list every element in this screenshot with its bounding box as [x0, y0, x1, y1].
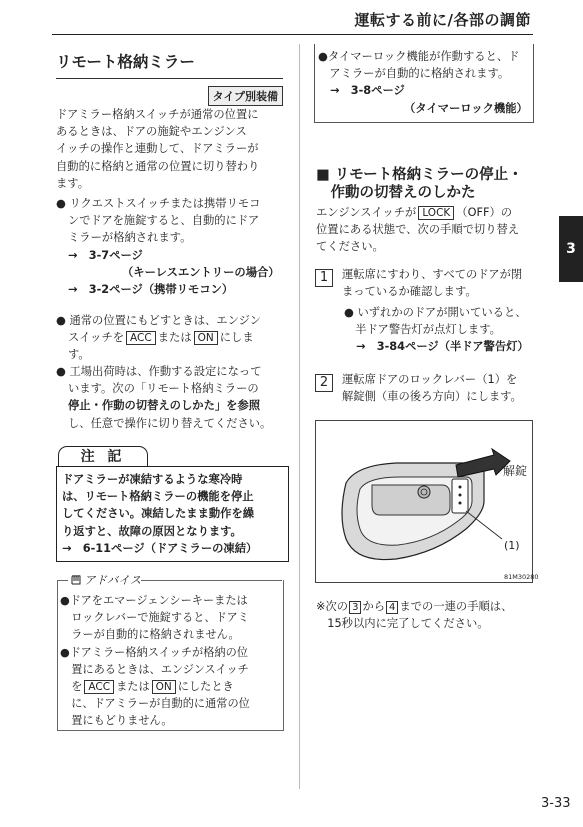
step-number-1: 1: [315, 269, 333, 287]
ref-link-6-11[interactable]: → 6-11ページ（ドアミラーの凍結）: [62, 541, 258, 555]
unlock-label: 解錠: [503, 464, 528, 478]
step-number-2: 2: [315, 374, 333, 392]
callout-1: (1): [504, 539, 520, 552]
footnote: ※次の 3 から 4 までの一連の手順は、 15秒以内に完了してください。: [316, 600, 513, 631]
step-2-text: 運転席ドアのロックレバー（1）を 解錠側（車の後ろ方向）にします。: [342, 373, 522, 404]
subsection-heading: ■ リモート格納ミラーの停止・ 作動の切替えのしかた: [316, 167, 523, 201]
section-title: リモート格納ミラー: [56, 50, 283, 79]
advice-text: ●ドアをエマージェンシーキーまたは ロックレバーで施錠すると、ドアミ ラーが自動的に格納されません。 ●ドアミラー格納スイッチが格納の位 置にあるときは、エンジンスイッチ を ACC または ON にしたとき に、ドアミラーが自動的に通常の位 置にもどりません。: [60, 594, 250, 728]
step-1-text: 運転席にすわり、すべてのドアが閉 まっているか確認します。: [342, 268, 523, 299]
lock-lever-figure: [315, 420, 539, 583]
chapter-tab: 3: [559, 216, 583, 282]
ref-link-3-84[interactable]: → 3-84ページ（半ドア警告灯）: [356, 340, 529, 354]
intro-paragraph: ドアミラー格納スイッチが通常の位置に あるときは、ドアの施錠やエンジンス イッチの操作と連動して、ドアミラーが 自動的に格納と通常の位置に切り替わり ます。: [56, 108, 260, 190]
key-on: ON: [152, 680, 176, 694]
figure-code: 81M30280: [504, 573, 539, 581]
note-label: 注 記: [58, 446, 148, 467]
lead-paragraph: エンジンスイッチが LOCK （OFF）の 位置にある状態で、次の手順で切り替え てください。: [316, 206, 520, 254]
bullet-factory-setting: ● 工場出荷時は、作動する設定になって います。次の「リモート格納ミラーの 停止・作動の切替えのしかた」を参照 し、任意で操作に切り替えてください。: [56, 365, 272, 430]
ref-link-3-8[interactable]: → 3-8ページ: [330, 84, 405, 98]
door-lever-illustration: [316, 421, 532, 582]
key-on: ON: [194, 331, 218, 345]
timer-lock-text: ●タイマーロック機能が作動すると、ド アミラーが自動的に格納されます。 → 3-8ページ （タイマーロック機能）: [318, 48, 530, 117]
column-divider: [299, 44, 300, 789]
key-lock: LOCK: [418, 206, 454, 220]
key-acc: ACC: [126, 331, 156, 345]
step-1-note: ● いずれかのドアが開いていると、 半ドア警告灯が点灯します。 → 3-84ページ（半ドア警告灯）: [344, 304, 536, 356]
hand-point-icon: [70, 573, 84, 585]
header-rule: [52, 34, 533, 35]
bullet-request-switch: ● リクエストスイッチまたは携帯リモコ ンでドアを施錠すると、自動的にドア ミラーが格納されます。 → 3-7ページ （キーレスエントリーの場合） → 3-2ページ（携帯リモコン）: [56, 195, 288, 298]
ref-link-3-7[interactable]: → 3-7ページ: [68, 248, 143, 262]
type-badge: タイプ別装備: [208, 86, 283, 106]
ref-link-3-2[interactable]: → 3-2ページ（携帯リモコン）: [68, 283, 234, 297]
key-acc: ACC: [84, 680, 114, 694]
advice-label: アドバイス: [70, 572, 141, 588]
page-header-title: 運転する前に/各部の調節: [354, 11, 531, 29]
bullet-return-normal: ● 通常の位置にもどすときは、エンジン スイッチを ACC または ON にしま す。: [56, 314, 261, 362]
note-box: ドアミラーが凍結するような寒冷時 は、リモート格納ミラーの機能を停止 してください。凍結したまま動作を繰 り返すと、故障の原因となります。 → 6-11ページ（ドアミラーの凍結）: [56, 466, 289, 562]
page-number: 3-33: [541, 796, 571, 811]
